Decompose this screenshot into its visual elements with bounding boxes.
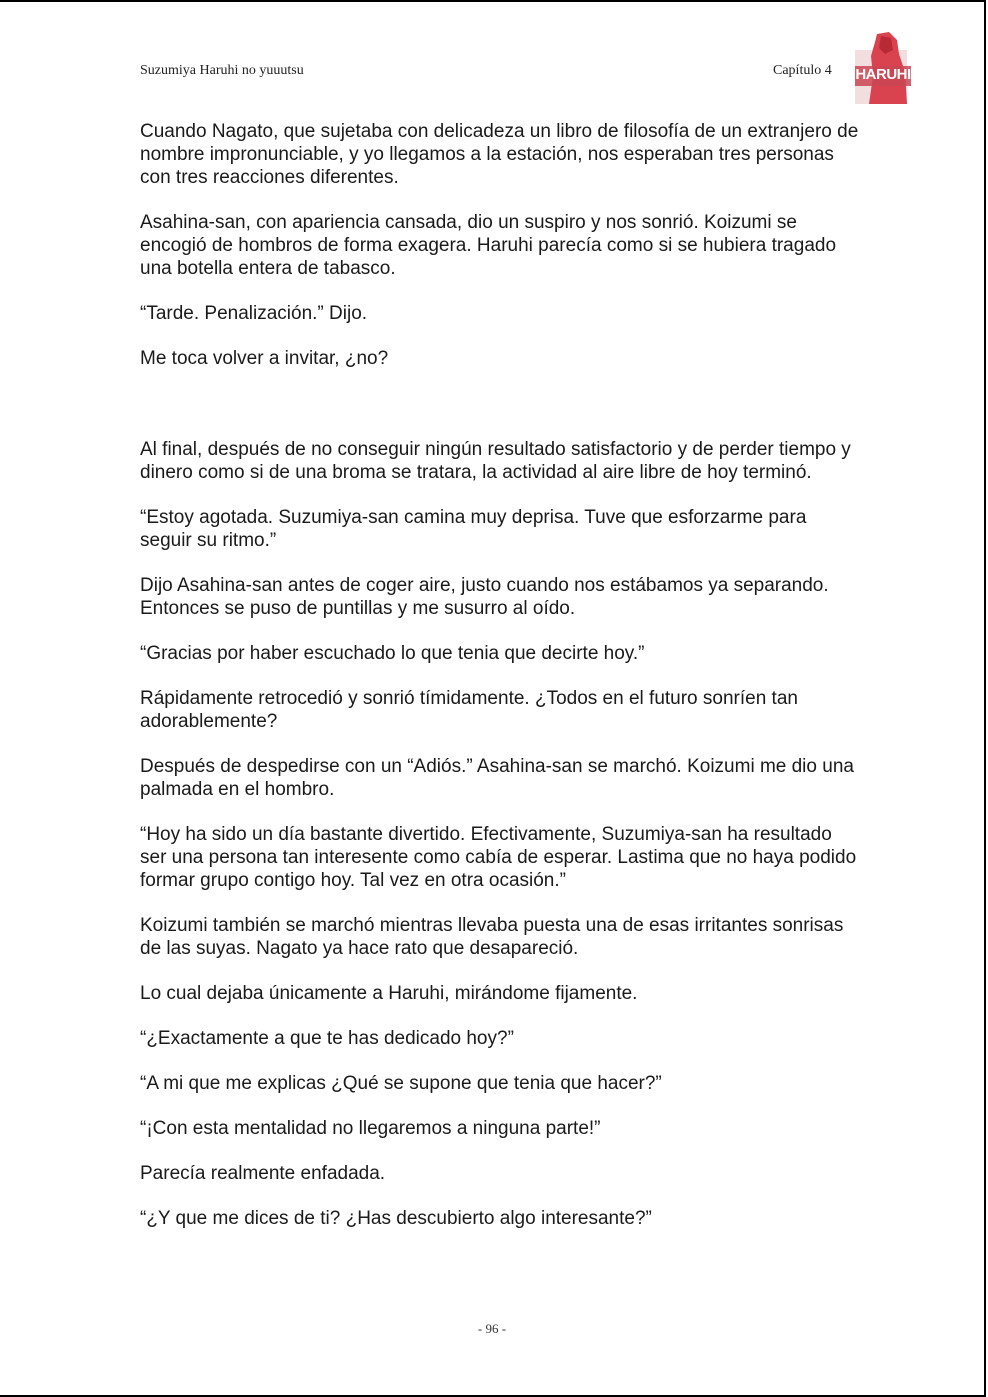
paragraph: Asahina-san, con apariencia cansada, dio un suspiro y nos sonrió. Koizumi se encogió de hombros de forma exagera. Haruhi parecía como si se hubiera tragado una botella entera de tabasco. <box>140 212 837 279</box>
paragraph: “¡Con esta mentalidad no llegaremos a ninguna parte!” <box>140 1118 601 1139</box>
paragraph: Koizumi también se marchó mientras llevaba puesta una de esas irritantes sonrisas de las suyas. Nagato ya hace rato que desapareció. <box>140 915 844 959</box>
logo-text: HARUHI <box>855 66 911 83</box>
paragraph: Cuando Nagato, que sujetaba con delicadeza un libro de filosofía de un extranjero de nombre impronunciable, y yo llegamos a la estación, nos esperaban tres personas con tres reacciones diferentes. <box>140 121 859 188</box>
paragraph: “¿Y que me dices de ti? ¿Has descubierto algo interesante?” <box>140 1208 652 1229</box>
paragraph: Parecía realmente enfadada. <box>140 1163 386 1184</box>
running-header-title: Suzumiya Haruhi no yuuutsu <box>140 63 304 78</box>
paragraph: “Hoy ha sido un día bastante divertido. Efectivamente, Suzumiya-san ha resultado ser una persona tan interesente como cabía de esperar. Lastima que no haya podido formar grupo contigo hoy. Tal vez en otra ocasión.” <box>140 824 857 891</box>
haruhi-logo <box>855 32 911 104</box>
page-number: - 96 - <box>477 1321 507 1336</box>
paragraph: “Tarde. Penalización.” Dijo. <box>140 303 368 324</box>
paragraph: “¿Exactamente a que te has dedicado hoy?” <box>140 1028 514 1049</box>
body-text <box>140 120 860 1252</box>
running-header-chapter: Capítulo 4 <box>773 63 832 78</box>
paragraph: Dijo Asahina-san antes de coger aire, justo cuando nos estábamos ya separando. Entonces se puso de puntillas y me susurro al oído. <box>140 575 829 619</box>
paragraph: Lo cual dejaba únicamente a Haruhi, mirándome fijamente. <box>140 983 638 1004</box>
paragraph: Al final, después de no conseguir ningún resultado satisfactorio y de perder tiempo y dinero como si de una broma se tratara, la actividad al aire libre de hoy terminó. <box>140 439 851 483</box>
paragraph: Después de despedirse con un “Adiós.” Asahina-san se marchó. Koizumi me dio una palmada en el hombro. <box>140 756 854 800</box>
paragraph: Rápidamente retrocedió y sonrió tímidamente. ¿Todos en el futuro sonríen tan adorablemente? <box>140 688 798 732</box>
paragraph: “Gracias por haber escuchado lo que tenia que decirte hoy.” <box>140 643 645 664</box>
paragraph: “Estoy agotada. Suzumiya-san camina muy deprisa. Tuve que esforzarme para seguir su ritmo.” <box>140 507 807 551</box>
paragraph: “A mi que me explicas ¿Qué se supone que tenia que hacer?” <box>140 1073 662 1094</box>
paragraph: Me toca volver a invitar, ¿no? <box>140 348 389 369</box>
